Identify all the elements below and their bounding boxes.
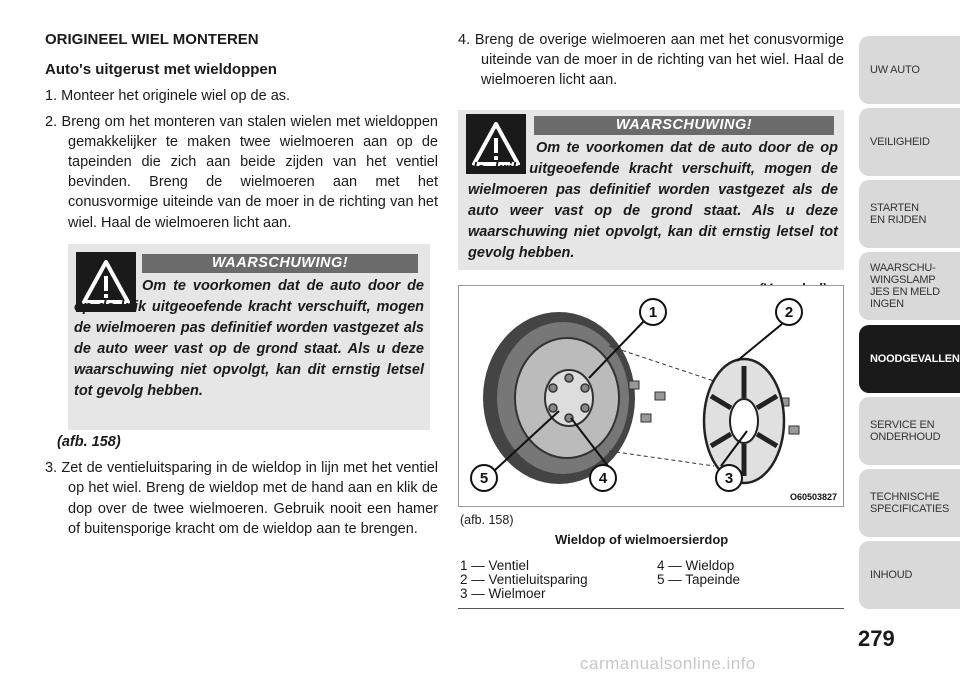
warning-title-bar: WAARSCHUWING!: [142, 254, 418, 273]
figure-title: Wieldop of wielmoersierdop: [555, 532, 729, 547]
chapter-tabs: [857, 0, 960, 678]
warning-box-right: [458, 110, 844, 270]
callout-1: 1: [648, 304, 658, 321]
warning-text: Om te voorkomen dat de auto door de op de krik uitgeoefende kracht verschuift, mogen de wielmoeren pas definitief worden vastgezet als de auto weer vast op de grond staat. Als u deze waarschuwing niet opvolgt, kan dit ernstig letsel tot gevolg hebben.: [74, 278, 424, 399]
tab-starten-en-rijden[interactable]: STARTEN EN RIJDEN: [859, 180, 960, 248]
callout-2: 2: [784, 304, 794, 321]
left-column-lower: [45, 432, 438, 544]
tab-veiligheid[interactable]: VEILIGHEID: [859, 108, 960, 176]
callout-3: 3: [724, 470, 734, 487]
tab-technische-specificaties[interactable]: TECHNISCHE SPECIFICATIES: [859, 469, 960, 537]
step-3: 3. Zet de ventieluitsparing in de wieldop in lijn met het ventiel op het wiel. Breng de wieldop met de hand aan en klik de dop over de twee wielmoeren. Gebruik nooit een hamer of buitensporige kracht om de wieldop aan te brengen.: [45, 460, 438, 537]
callout-5: 5: [479, 470, 489, 487]
legend-item: 5 — Tapeinde: [657, 572, 741, 587]
tab-service-en-onderhoud[interactable]: SERVICE EN ONDERHOUD: [859, 397, 960, 465]
legend-left: [460, 559, 588, 601]
tab-inhoud[interactable]: INHOUD: [859, 541, 960, 609]
legend-right: [657, 559, 740, 587]
legend-item: 1 — Ventiel: [460, 558, 530, 573]
callout-4: 4: [598, 470, 608, 487]
watermark: carmanualsonline.info: [580, 654, 756, 673]
legend-item: 4 — Wieldop: [657, 558, 735, 573]
page-number: 279: [858, 626, 895, 651]
section-heading: ORIGINEEL WIEL MONTEREN: [45, 31, 259, 48]
tab-waarschuwingslampjes[interactable]: WAARSCHU-WINGSLAMPJES EN MELDINGEN: [859, 252, 960, 320]
left-column: [45, 30, 438, 238]
wheel-illustration: [459, 286, 843, 506]
warning-box-left: [68, 244, 430, 430]
divider: [458, 608, 844, 609]
warning-title-bar: WAARSCHUWING!: [534, 116, 834, 135]
figure-caption-ref: (afb. 158): [460, 513, 514, 527]
figure-reference: (afb. 158): [57, 434, 121, 450]
right-column: [458, 30, 844, 96]
warning-text: Om te voorkomen dat de auto door de op de krik uitgeoefende kracht verschuift, mogen de wielmoeren pas definitief worden vastgezet als de auto weer vast op de grond staat. Als u deze waarschuwing niet opvolgt, kan dit ernstig letsel tot gevolg hebben.: [468, 140, 838, 261]
step-4: 4. Breng de overige wielmoeren aan met het conusvormige uiteinde van de moer in de richting van het wiel. Haal de wielmoeren licht aan.: [458, 32, 844, 89]
step-2: 2. Breng om het monteren van stalen wielen met wieldoppen gemakkelijker te maken twee wielmoeren aan op de tapeinden die zich aan beide zijden van het ventiel bevinden. Breng de wielmoeren aan met het conusvormige uiteinde van de moer in de richting van het wiel. Haal de wielmoeren licht aan.: [45, 113, 438, 231]
wheel-cover-figure: [458, 285, 844, 507]
legend-item: 3 — Wielmoer: [460, 586, 546, 601]
tab-uw-auto[interactable]: UW AUTO: [859, 36, 960, 104]
figure-code: O60503827: [789, 492, 837, 502]
step-1: 1. Monteer het originele wiel op de as.: [45, 88, 291, 105]
section-subheading: Auto's uitgerust met wieldoppen: [45, 61, 277, 79]
legend-item: 2 — Ventieluitsparing: [460, 572, 588, 587]
tab-noodgevallen[interactable]: NOODGEVALLEN: [859, 325, 960, 393]
